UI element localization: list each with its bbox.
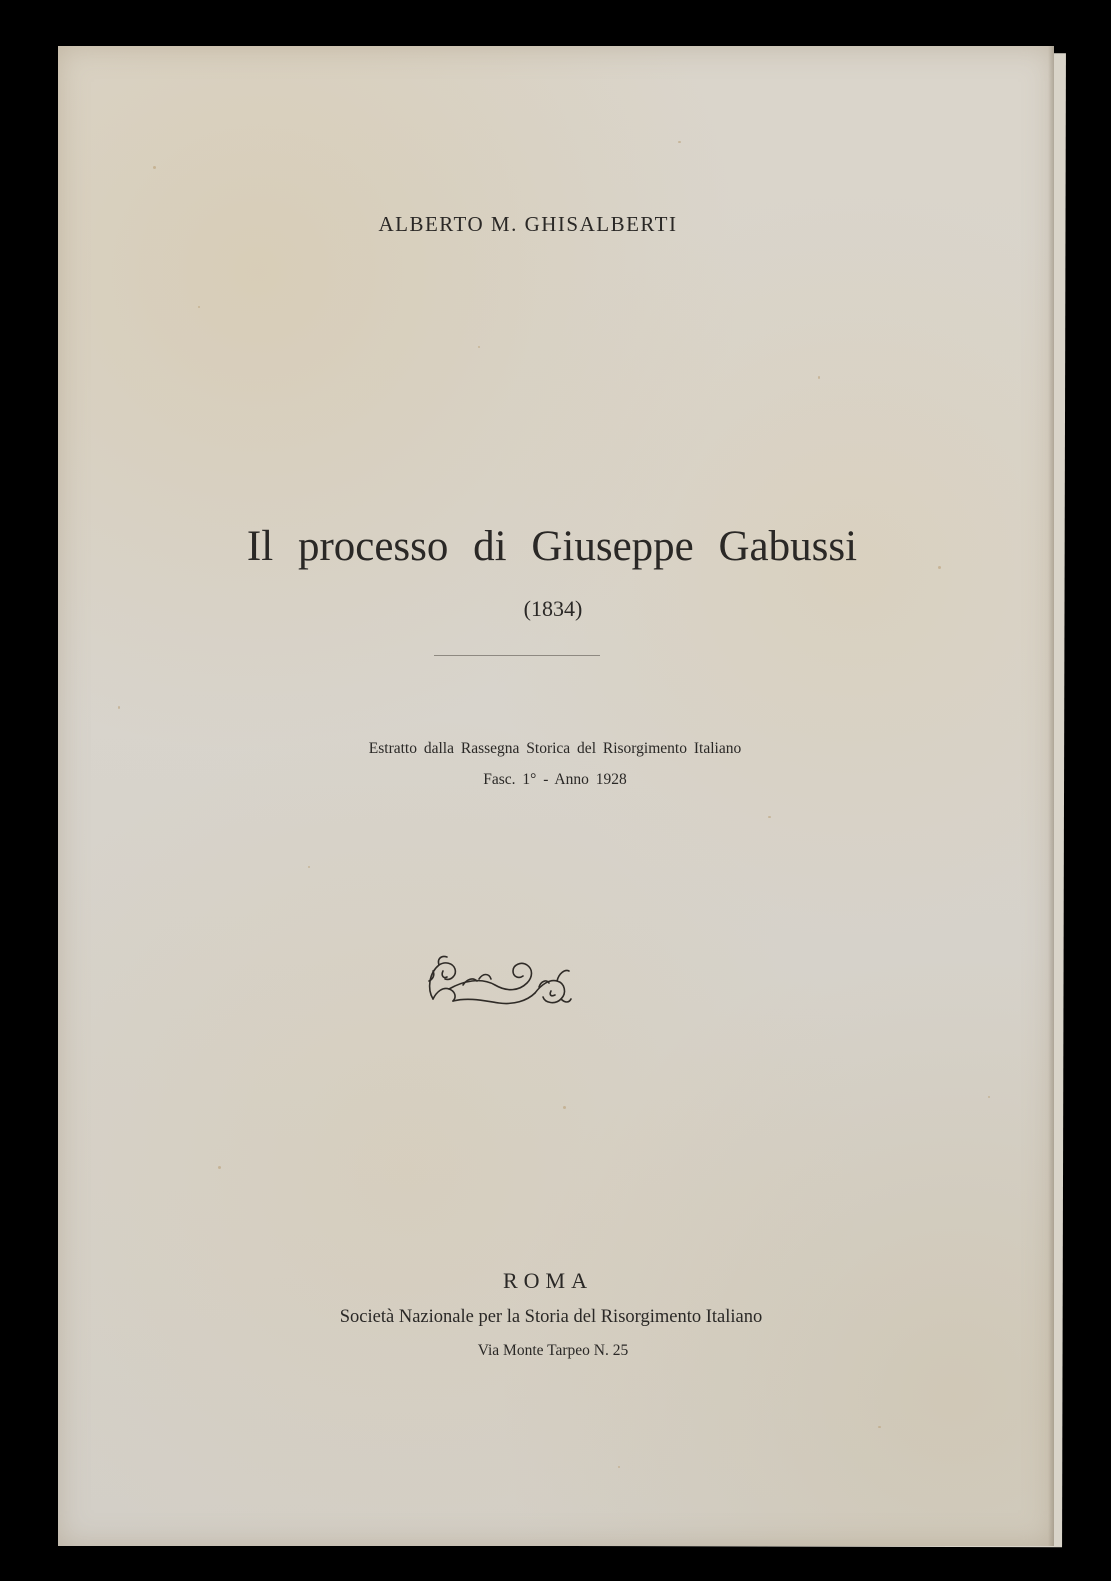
author-text: ALBERTO M. GHISALBERTI: [378, 212, 678, 236]
publisher-name: [58, 1307, 1054, 1328]
address-text: Via Monte Tarpeo N. 25: [477, 1342, 629, 1359]
extract-note: [58, 733, 1054, 795]
title-text: Il processo di Giuseppe Gabussi: [246, 523, 858, 570]
year-text: (1834): [523, 596, 583, 621]
publisher-address: [58, 1342, 1054, 1360]
book-title: [58, 522, 1054, 571]
publisher-text: Società Nazionale per la Storia del Risorgimento Italiano: [339, 1307, 763, 1327]
publication-city: [58, 1268, 1054, 1294]
city-text: ROMA: [502, 1268, 593, 1293]
extract-line-1: Estratto dalla Rassegna Storica del Risorgimento Italiano: [368, 740, 742, 757]
divider-rule: [434, 655, 600, 656]
page-edge-shadow: [1048, 46, 1054, 1546]
cover-page: [58, 46, 1054, 1546]
title-year: [58, 596, 1054, 622]
extract-line-2: Fasc. 1° - Anno 1928: [483, 771, 627, 788]
author-name: [58, 212, 1054, 237]
acanthus-scroll-ornament-icon: [423, 951, 573, 1009]
